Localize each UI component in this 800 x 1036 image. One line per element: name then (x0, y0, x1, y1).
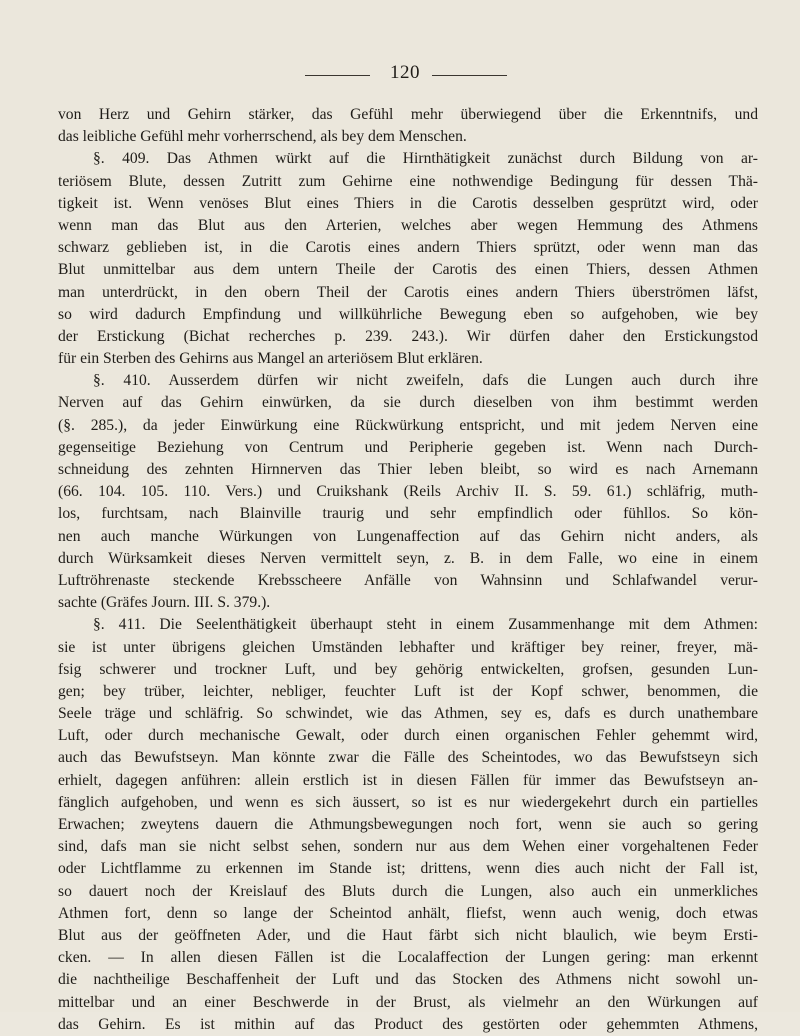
text-line: sachte (Gräfes Journ. III. S. 379.). (58, 594, 271, 612)
header-rule-left (305, 75, 370, 76)
text-line: auch das Bewufstseyn. Man könnte zwar die Fälle des Scheintodes, wo das Bewufstseyn sich (58, 749, 758, 767)
text-line: Nerven auf das Gehirn einwürken, da sie durch dieselben von ihm bestimmt werden (58, 394, 758, 412)
text-line: los, furchtsam, nach Blainville traurig und sehr empfindlich oder fühllos. So kön- (58, 505, 758, 523)
text-line: Luft, oder durch mechanische Gewalt, oder durch einen organischen Fehler gehemmt wird, (58, 727, 758, 745)
text-line: erhielt, dagegen anführen: allein erstlich ist in diesen Fällen für immer das Bewufstseyn an- (58, 771, 758, 789)
text-line: nen auch manche Würkungen von Lungenaffection auf das Gehirn nicht anders, als (58, 527, 758, 545)
text-line: sind, dafs man sie nicht selbst sehen, sondern nur aus dem Wehen einer vorgehaltenen Feder (58, 838, 758, 856)
text-line: Luftröhrenaste steckende Krebsscheere Anfälle von Wahnsinn und Schlafwandel verur- (58, 571, 758, 589)
text-line: das leibliche Gefühl mehr vorherrschend, als bey dem Menschen. (58, 128, 467, 146)
text-line: so wird dadurch Empfindung und willkührliche Bewegung eben so aufgehoben, wie bey (58, 305, 758, 323)
page-header (0, 62, 800, 86)
header-rule-right (432, 75, 507, 76)
text-line: §. 409. Das Athmen würkt auf die Hirnthätigkeit zunächst durch Bildung von ar- (93, 150, 758, 168)
text-line: die nachtheilige Beschaffenheit der Luft und das Stocken des Athmens nicht sowohl un- (58, 971, 758, 989)
text-line: fsig schwerer und trockner Luft, und bey gehörig entwickelten, grofsen, gesunden Lun- (58, 660, 758, 678)
text-line: Blut unmittelbar aus dem untern Theile der Carotis des einen Thiers, dessen Athmen (58, 261, 758, 279)
text-line: das Gehirn. Es ist mithin auf das Product des gestörten oder gehemmten Athmens, (58, 1015, 758, 1033)
text-line: (§. 285.), da jeder Einwürkung eine Rückwürkung entspricht, und mit jedem Nerven eine (58, 416, 758, 434)
text-line: teriösem Blute, dessen Zutritt zum Gehirne eine nothwendige Bedingung für dessen Thä- (58, 172, 758, 190)
text-line: (66. 104. 105. 110. Vers.) und Cruikshank (Reils Archiv II. S. 59. 61.) schläfrig, muth- (58, 483, 758, 501)
text-line: mittelbar und an einer Beschwerde in der Brust, als vielmehr an den Würkungen auf (58, 993, 758, 1011)
page-number: 120 (390, 62, 420, 83)
text-line: Seele träge und schläfrig. So schwindet, wie das Athmen, sey es, dafs es durch unathembare (58, 705, 758, 723)
text-line: der Erstickung (Bichat recherches p. 239. 243.). Wir dürfen daher den Erstickungstod (58, 327, 758, 345)
text-line: für ein Sterben des Gehirns aus Mangel an arteriösem Blut erklären. (58, 350, 483, 368)
body-text (58, 104, 758, 1036)
text-line: tigkeit ist. Wenn venöses Blut eines Thiers in die Carotis desselben gesprützt wird, oder (58, 194, 758, 212)
text-line: cken. — In allen diesen Fällen ist die Localaffection der Lungen gering: man erkennt (58, 949, 758, 967)
text-line: schneidung des zehnten Hirnnerven das Thier leben bleibt, so wird es nach Arnemann (58, 461, 758, 478)
text-line: Erwachen; zweytens dauern die Athmungsbewegungen noch fort, wenn sie auch so gering (58, 816, 758, 833)
text-line: Athmen fort, denn so lange der Scheintod anhält, fliefst, wenn auch wenig, doch etwas (58, 904, 758, 922)
text-line: sie ist unter übrigens gleichen Umständen lebhafter und kräftiger bey reiner, freyer, mä- (58, 638, 758, 656)
text-line: gen; bey trüber, leichter, nebliger, feuchter Luft ist der Kopf schwer, benommen, die (58, 682, 758, 700)
text-line: schwarz geblieben ist, in die Carotis eines andern Thiers sprützt, oder wenn man das (58, 239, 758, 257)
text-line: oder Lichtflamme zu erkennen im Stande ist; drittens, wenn dies auch nicht der Fall ist, (58, 860, 758, 878)
text-line: man unterdrückt, in den obern Theil der Carotis eines andern Thiers überströmen läfst, (58, 283, 758, 301)
text-line: §. 411. Die Seelenthätigkeit überhaupt steht in einem Zusammenhange mit dem Athmen: (93, 616, 758, 634)
text-line: §. 410. Ausserdem dürfen wir nicht zweifeln, dafs die Lungen auch durch ihre (93, 372, 758, 390)
text-line: Blut aus der geöffneten Ader, und die Haut färbt sich nicht blaulich, wie beym Ersti- (58, 926, 758, 944)
text-line: gegenseitige Beziehung von Centrum und Peripherie gegeben ist. Wenn nach Durch- (58, 438, 758, 456)
text-line: von Herz und Gehirn stärker, das Gefühl mehr überwiegend über die Erkenntnifs, und (58, 106, 758, 123)
text-line: durch Würksamkeit dieses Nerven vermittelt seyn, z. B. in dem Falle, wo eine in einem (58, 549, 758, 567)
text-line: fänglich aufgehoben, und wenn es sich äussert, so ist es nur wiedergekehrt durch ein partielles (58, 793, 758, 811)
text-line: wenn man das Blut aus den Arterien, welches aber wegen Hemmung des Athmens (58, 216, 758, 234)
text-line: so dauert noch der Kreislauf des Bluts durch die Lungen, also auch ein unmerkliches (58, 882, 758, 900)
